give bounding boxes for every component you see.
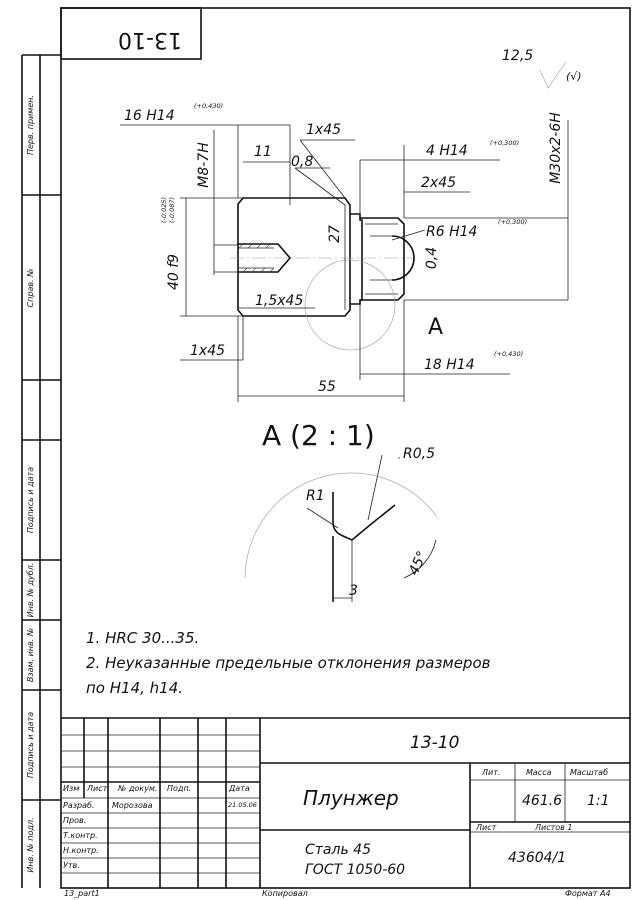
side-label: Справ. №: [26, 268, 35, 308]
stamp-code: 13-10: [118, 27, 182, 52]
dim-16h14: 16 H14: [124, 108, 175, 124]
tb-role: Утв.: [63, 861, 80, 870]
note-line: 1. HRC 30...35.: [86, 629, 200, 647]
roughness-check-icon: (√): [566, 70, 582, 83]
tb-lit-header: Лит.: [482, 768, 501, 777]
dim-40f9-tol-low: (-0,087): [168, 196, 176, 224]
tb-material-2: ГОСТ 1050-60: [305, 862, 406, 878]
dim-r6-tol: (+0,300): [498, 218, 528, 226]
dim-2x45: 2x45: [421, 175, 457, 191]
dim-m8: M8-7H: [196, 142, 212, 188]
side-label: Взам. инв. №: [26, 627, 35, 683]
dim-4h14: 4 H14: [426, 143, 468, 159]
roughness-value: 12,5: [502, 48, 534, 64]
footer-copied: Копировал: [262, 889, 308, 898]
footer: [64, 889, 611, 898]
side-labels: [26, 95, 35, 873]
view-marker-a: A: [428, 315, 444, 340]
tb-role: Н.контр.: [63, 846, 99, 855]
dimension-labels: [124, 102, 564, 395]
tb-role: Пров.: [63, 816, 87, 825]
side-label: Инв. № подл.: [26, 817, 35, 873]
dimension-lines: [120, 120, 568, 402]
tb-role: Т.контр.: [63, 831, 98, 840]
side-label: Подпись и дата: [26, 711, 35, 779]
dim-40f9-tol-up: (-0,025): [160, 196, 168, 224]
dim-40f9: 40 f9: [166, 253, 182, 291]
dim-15x45: 1,5x45: [255, 293, 304, 309]
dim-08: 0,8: [291, 154, 314, 170]
tb-sheets: Листов 1: [535, 823, 573, 832]
detail-3: 3: [349, 583, 358, 599]
detail-r05: R0,5: [403, 446, 435, 462]
dim-11: 11: [254, 144, 272, 160]
dim-18h14: 18 H14: [424, 357, 475, 373]
side-label: Инв. № дубл.: [26, 562, 35, 618]
tb-role: Разраб.: [63, 801, 95, 810]
tb-mass-header: Масса: [526, 768, 552, 777]
detail-r1: R1: [306, 488, 325, 504]
tb-col-doc: № докум.: [118, 784, 158, 793]
tb-material-1: Сталь 45: [305, 842, 371, 858]
note-line: 2. Неуказанные предельные отклонения размеров: [86, 654, 491, 672]
note-line: по H14, h14.: [86, 679, 184, 697]
tb-designation: 13-10: [410, 733, 460, 753]
tb-developer: Морозова: [112, 801, 153, 810]
dim-18h14-tol: (+0,430): [494, 350, 524, 358]
technical-notes: [86, 629, 491, 697]
detail-title: A (2 : 1): [262, 419, 375, 452]
tb-mass: 461.6: [522, 793, 563, 809]
dim-r6: R6 H14: [426, 224, 478, 240]
tb-col-sign: Подп.: [167, 784, 192, 793]
dim-55: 55: [318, 379, 336, 395]
dim-27: 27: [327, 225, 343, 243]
tb-org: 43604/1: [508, 850, 567, 866]
dim-1x45-top: 1x45: [306, 122, 342, 138]
side-label: Перв. примен.: [26, 94, 35, 156]
tb-part-name: Плунжер: [303, 786, 399, 810]
part-view: [230, 198, 415, 350]
roughness-mark: [502, 48, 582, 88]
title-block-text: [63, 733, 610, 878]
tb-sheet: Лист: [476, 823, 497, 832]
dim-m30: M30x2-6H: [548, 112, 564, 184]
dim-1x45-bottom: 1x45: [190, 343, 226, 359]
tb-scale: 1:1: [587, 793, 610, 809]
tb-date: 21.05.06: [228, 801, 257, 809]
detail-view: [245, 446, 437, 602]
tb-col-list: Лист: [87, 784, 108, 793]
side-label: Подпись и дата: [26, 466, 35, 534]
detail-45: 45°: [405, 548, 431, 578]
footer-format: Формат А4: [565, 889, 611, 898]
dim-16h14-tol: (+0,430): [194, 102, 224, 110]
tb-col-izm: Изм: [63, 784, 80, 793]
dim-4h14-tol: (+0,300): [490, 139, 520, 147]
footer-file: 13_part1: [64, 889, 100, 898]
dim-04: 0,4: [424, 246, 440, 270]
tb-scale-header: Масштаб: [570, 768, 609, 777]
tb-col-date: Дата: [229, 784, 250, 793]
